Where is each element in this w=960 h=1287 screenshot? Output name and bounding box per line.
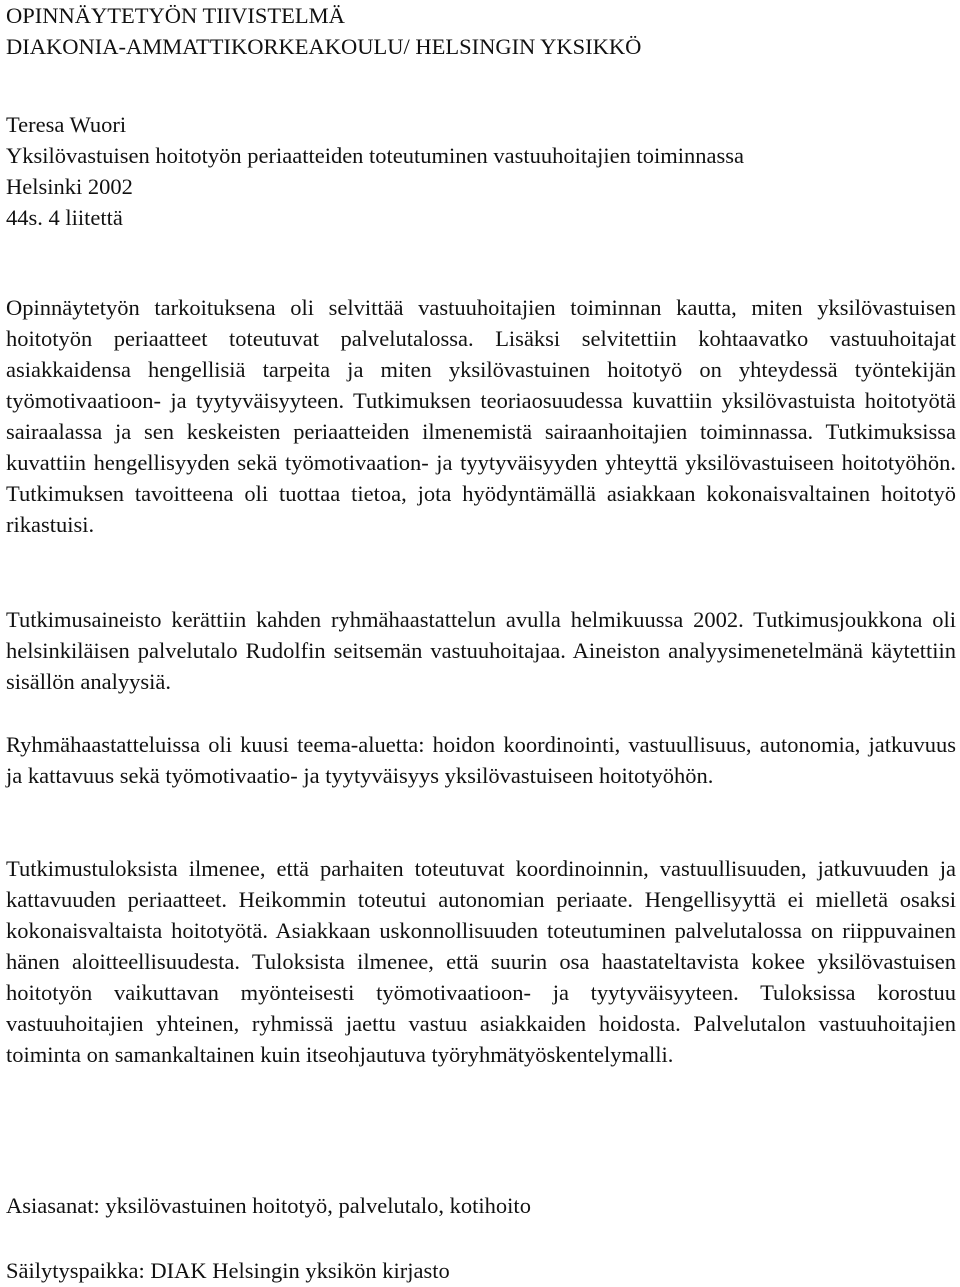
thesis-metadata xyxy=(6,109,956,233)
place-year: Helsinki 2002 xyxy=(6,174,133,199)
document-header xyxy=(6,0,956,62)
abstract-paragraph-1: Opinnäytetyön tarkoituksena oli selvittää vastuuhoitajien toiminnan kautta, miten yksilövastuisen hoitotyön periaatteet toteutuvat palvelutalossa. Lisäksi selvitettiin kohtaavatko vastuuhoitajat asiakkaidensa hengellisiä tarpeita ja miten yksilövastuinen hoitotyö on yhteydessä työntekijän työmotivaatioon- ja tyytyväisyyteen. Tutkimuksen teoriaosuudessa kuvattiin yksilövastuista hoitotyötä sairaalassa ja sen keskeisten periaatteiden ilmenemistä sairaanhoitajien toiminnassa. Tutkimuksissa kuvattiin hengellisyyden sekä työmotivaation- ja tyytyväisyyden yhteyttä yksilövastuiseen hoitotyöhön. Tutkimuksen tavoitteena oli tuottaa tietoa, jota hyödyntämällä asiakkaan kokonaisvaltainen hoitotyö rikastuisi. xyxy=(6,295,956,537)
abstract-paragraph-3: Ryhmähaastatteluissa oli kuusi teema-aluetta: hoidon koordinointi, vastuullisuus, autonomia, jatkuvuus ja kattavuus sekä työmotivaatio- ja tyytyväisyys yksilövastuiseen hoitotyöhön. xyxy=(6,732,956,788)
keywords: Asiasanat: yksilövastuinen hoitotyö, palvelutalo, kotihoito xyxy=(6,1193,531,1218)
abstract-paragraph-4: Tutkimustuloksista ilmenee, että parhaiten toteutuvat koordinoinnin, vastuullisuuden, jatkuvuuden ja kattavuuden periaatteet. Heikommin toteutui autonomian periaate. Hengellisyyttä ei mielletä osaksi kokonaisvaltaista hoitotyötä. Asiakkaan uskonnollisuuden toteutuminen palvelutalossa on riippuvainen hänen aloitteellisuudesta. Tuloksista ilmenee, että suurin osa haastateltavista kokee yksilövastuisen hoitotyön vaikuttavan myönteisesti työmotivaatioon- ja tyytyväisyyteen. Tuloksissa korostuu vastuuhoitajien yhteinen, ryhmissä jaettu vastuu asiakkaiden hoidosta. Palvelutalon vastuuhoitajien toiminta on samankaltainen kuin itseohjautuva työryhmätyöskentelymalli. xyxy=(6,856,956,1067)
author-name: Teresa Wuori xyxy=(6,112,127,137)
page-count: 44s. 4 liitettä xyxy=(6,205,123,230)
storage-location: Säilytyspaikka: DIAK Helsingin yksikön kirjasto xyxy=(6,1258,450,1283)
institution-name: DIAKONIA-AMMATTIKORKEAKOULU/ HELSINGIN YKSIKKÖ xyxy=(6,34,642,59)
document-title: OPINNÄYTETYÖN TIIVISTELMÄ xyxy=(6,3,345,28)
abstract-paragraph-2: Tutkimusaineisto kerättiin kahden ryhmähaastattelun avulla helmikuussa 2002. Tutkimusjoukkona oli helsinkiläisen palvelutalo Rudolfin seitsemän vastuuhoitajaa. Aineiston analyysimenetelmänä käytettiin sisällön analyysiä. xyxy=(6,607,956,694)
thesis-title: Yksilövastuisen hoitotyön periaatteiden toteutuminen vastuuhoitajien toiminnassa xyxy=(6,143,744,168)
